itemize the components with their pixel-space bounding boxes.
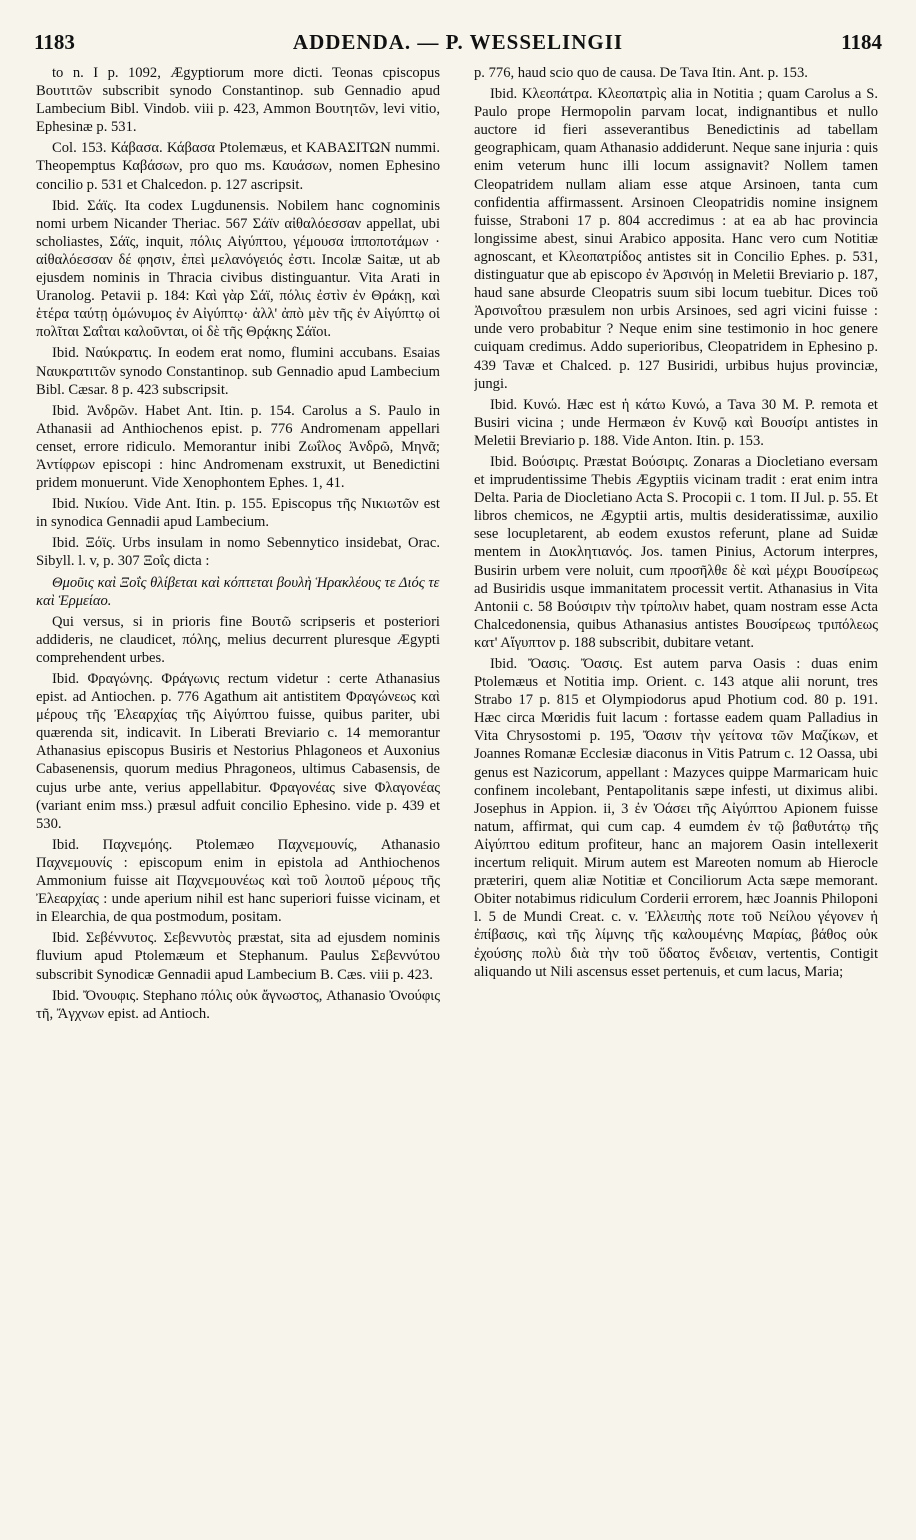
- left-column: [36, 64, 440, 1530]
- paragraph: Col. 153. Κάβασα. Κάβασα Ptolemæus, et ΚΑΒΑΣΙΤΩΝ nummi. Theopemptus Καβάσων, pro quo ms. Καυάσων, nomen Ephesino concilio p. 531 et Chalcedon. p. 127 ascripsit.: [36, 140, 440, 193]
- paragraph: p. 776, haud scio quo de causa. De Tava Itin. Ant. p. 153.: [474, 65, 808, 81]
- paragraph: Ibid. Βούσιρις. Præstat Βούσιρις. Zonaras a Diocletiano eversam et imprudentissime Thebis Ægyptiis vicinam tradit : erat enim intra Delta. Paria de Diocletiano Acta S. Procopii c. 1 tom. II Jul. p. 55. Et libros chemicos, ne Ægyptii artis, multis desideratissimæ, auxilio sese locupletarent, ab eodem exustos referunt, plane ad Suidæ mentem in Διοκλητιανός. Jos. tamen Pinius, Actorum interpres, Busirin urbem vere noluit, cum προσῆλθε δὲ καὶ μέχρι Βουσίρεως ad Busiridis usque immanitatem processit vertit. Athanasius in Vita Antonii c. 58 Βούσιριν τὴν τρίπολιν habet, quam nostram esse Acta Chalcedonensia, quibus Athanasius antistes Βουσίρεως τριπόλεως κατ' Αἴγυπτον p. 188 subscribit, dubitare vetant.: [474, 453, 878, 651]
- paragraph: Ibid. Κυνώ. Hæc est ἡ κάτω Κυνώ, a Tava 30 M. P. remota et Busiri vicina ; unde Hermæon ἐν Κυνῷ καὶ Βουσίρι antistes in Meletii Breviario p. 188. Vide Anton. Itin. p. 153.: [474, 396, 878, 449]
- page-number-right: 1184: [841, 30, 882, 54]
- page-number-left: 1183: [34, 30, 75, 54]
- paragraph: Ibid. Φραγώνης. Φράγωνις rectum videtur : certe Athanasius epist. ad Antiochen. p. 776 Agathum ait antistitem Φραγώνεως καὶ μέρους τῆς Ἐλεαρχίας τῆς Αἰγύπτου fuisse, quibus pariter, ubi quærenda sit, indicavit. In Liberati Breviario c. 14 memorantur Athanasius episcopus Busiris et Nestorius Phlagoneos et Auxonius Cabasenensis, quorum medius Phragoneos, ultimus Cabasensis, de cujus urbe ante, verius appellabitur. Φραγονέας sive Φλαγονέας (variant enim mss.) præsul adfuit concilio Ephesino. vide p. 439 et 530.: [36, 671, 440, 832]
- paragraph: Θμοῦις καὶ Ξοΐς θλίβεται καὶ κόπτεται βουλὴ Ἡρακλέους τε Διός τε καὶ Ἑρμείαο.: [36, 574, 440, 609]
- running-header: [34, 30, 882, 56]
- paragraph: Ibid. Κλεοπάτρα. Κλεοπατρὶς alia in Notitia ; quam Carolus a S. Paulo prope Hermopolin parvam locat, indignantibus et nullo auctore id fieri asseverantibus Benedictinis ad tabellam geographicam, quam Athanasio addiderunt. Neque sane injuria : quis enim veterum hunc illi locum assignavit? Nollem tamen Cleopatridem nullam aliam esse atque Arsinoen, tanta cum confidentia affirmassent. Arsinoen Cleopatridis nomine insignem fuisse, Straboni 17 p. 804 accredimus : at ea ab hac provincia longissime abest, sinui Arabico apposita. Hanc vero cum Notitiæ agnoscant, et Κλεοπατρίδος antistes sit in Concilio Ephes. p. 531, distinguatur que ab episcopo ἐν Ἀρσινόῃ in Meletii Breviario p. 187, haud sane absurde Cleopatris suum sibi locum tuebitur. Dices τοῦ Ἀρσινοΐτου præsulem non urbis Arsinoes, sed agri vicini fuisse : unde vero probabitur ? Neque enim sine testimonio in hoc genere cuiquam credimus. Addo superioribus, Cleopatridem in Ephesino p. 439 Tavæ et Chalced. p. 127 Busiridi, urbibus hujus provinciæ, jungi.: [474, 86, 878, 392]
- paragraph: Ibid. Σάϊς. Ita codex Lugdunensis. Nobilem hanc cognominis nomi urbem Nicander Theriac. 567 Σάϊν αἰθαλόεσσαν appellat, ubi scholiastes, Σάϊς, inquit, πόλις Αἰγύπτου, γέμουσα ἱπποποτάμων · αἰθαλόεσσαν δέ φησιν, ἐπεὶ μελανόγειός ἐστι. Incolæ Saitæ, ut ab ejusdem nominis in Thracia civibus distinguantur. Vita Arati in Uranolog. Petavii p. 184: Καὶ γὰρ Σάϊ, πόλις ἐστὶν ἐν Θράκῃ, καὶ ἑτέρα ταύτῃ ὁμώνυμος ἐν Αἰγύπτῳ· ἀλλ' ἀπὸ μὲν τῆς ἐν Αἰγύπτῳ οἱ πολῖται Σαΐται καλοῦνται, οἱ δὲ τῆς Θρᾴκης Σάϊοι.: [36, 197, 440, 341]
- paragraph: Ibid. Ναύκρατις. In eodem erat nomo, flumini accubans. Esaias Ναυκρατιτῶν synodo Constantinop. sub Gennadio apud Lambecium Bibl. Cæsar. 8 p. 423 subscripsit.: [36, 345, 440, 398]
- paragraph: Ibid. Ξόϊς. Urbs insulam in nomo Sebennytico insidebat, Orac. Sibyll. l. v, p. 307 Ξοΐς dicta :: [36, 535, 440, 570]
- paragraph: Ibid. Ἀνδρῶν. Habet Ant. Itin. p. 154. Carolus a S. Paulo in Athanasii ad Anthiochenos epist. p. 776 Andromenam appellari censet, errore ridiculo. Memorantur inibi Ζωΐλος Ἀνδρῶ, Μηνᾶ; Ἀντίφρων episcopi : hinc Andromenam exstruxit, ut Benedictini pridem monuerunt. Vide Xenophontem Ephes. 1, 41.: [36, 402, 440, 492]
- right-column: [474, 64, 878, 1530]
- paragraph: Ibid. Ὄασις. Ὄασις. Est autem parva Oasis : duas enim Ptolemæus et Notitia imp. Orient. c. 143 atque alii norunt, tres Strabo 17 p. 815 et Olympiodorus apud Photium cod. 80 p. 191. Hæc circa Mœridis fuit lacum : fortasse eadem quam Palladius in Vita Chrysostomi p. 195, Ὄασιν τὴν γείτονα τῶν Μαζίκων, et Joannes Romanæ Ecclesiæ diaconus in Vitis Patrum c. 12 Oassa, ubi genus est Nazicorum, appellant : Mazyces quippe Marmaricam huic confinem incolebant, Pentapolitanis sæpe infesti, ut diximus alibi. Josephus in Appion. ii, 3 ἐν Ὀάσει τῆς Αἰγύπτου Apionem fuisse natum, affirmat, qui cum cap. 4 eumdem ἐν τῷ βαθυτάτῳ τῆς Αἰγύπτου editum profiteur, hanc an majorem Oasin intellexerit incertum reliquit. Mirum autem est Mareoten nomum ab Hierocle præteriri, quem aliæ Notitiæ et Conciliorum Acta sæpe memorant. Obiter notabimus ridiculum Corderii errorem, hæc Joannis Philoponi l. 5 de Mundi Creat. c. v. Ἐλλειπὴς ποτε τοῦ Νείλου γέγονεν ἡ ἐπίβασις, καὶ τῆς λίμνης τῆς καλουμένης Μαρίας, βάθος οὐκ ἐχούσης πολὺ διὰ τὴν τοῦ ὕδατος ἔνδειαν, vertentis, Contigit aliquando ut Nili ascensus esset pertenuis, et cum lacus, Maria;: [474, 656, 878, 980]
- paragraph: Ibid. Παχνεμόης. Ptolemæo Παχνεμουνίς, Athanasio Παχνεμουνίς : episcopum enim in epistola ad Anthiochenos Ammonium fuisse ait Παχνεμουνέως καὶ τοῦ λοιποῦ μέρους τῆς Ἐλεαρχίας : unde aperium nihil est hanc superiori fuisse vicinam, et in Elearchia, de qua postmodum, positam.: [36, 836, 440, 926]
- paragraph: Qui versus, si in prioris fine Βουτῶ scripseris et posteriori addideris, ne claudicet, πόλης, melius decurrent pluresque Ægypti comprehendent urbes.: [36, 613, 440, 666]
- paragraph: to n. I p. 1092, Ægyptiorum more dicti. Teonas cpiscopus Βουτιτῶν subscribit synodo Constantinop. sub Gennadio apud Lambecium Bibl. Vindob. viii p. 423, Ammon Βουτητῶν, levi vitio, Ephesinæ p. 531.: [36, 65, 440, 136]
- running-title: ADDENDA. — P. WESSELINGII: [292, 30, 624, 54]
- paragraph: Ibid. Ὄνουφις. Stephano πόλις οὐκ ἄγνωστος, Athanasio Ὀνούφις τῆ, Ἄγχνων epist. ad Antioch.: [36, 987, 440, 1022]
- paragraph: Ibid. Σεβέννυτος. Σεβεννυτὸς præstat, sita ad ejusdem nominis fluvium apud Ptolemæum et Stephanum. Paulus Σεβεννύτου subscribit Synodicæ Gennadii apud Lambecium B. Cæs. viii p. 423.: [36, 930, 440, 983]
- paragraph: Ibid. Νικίου. Vide Ant. Itin. p. 155. Episcopus τῆς Νικιωτῶν est in synodica Gennadii apud Lambecium.: [36, 496, 440, 531]
